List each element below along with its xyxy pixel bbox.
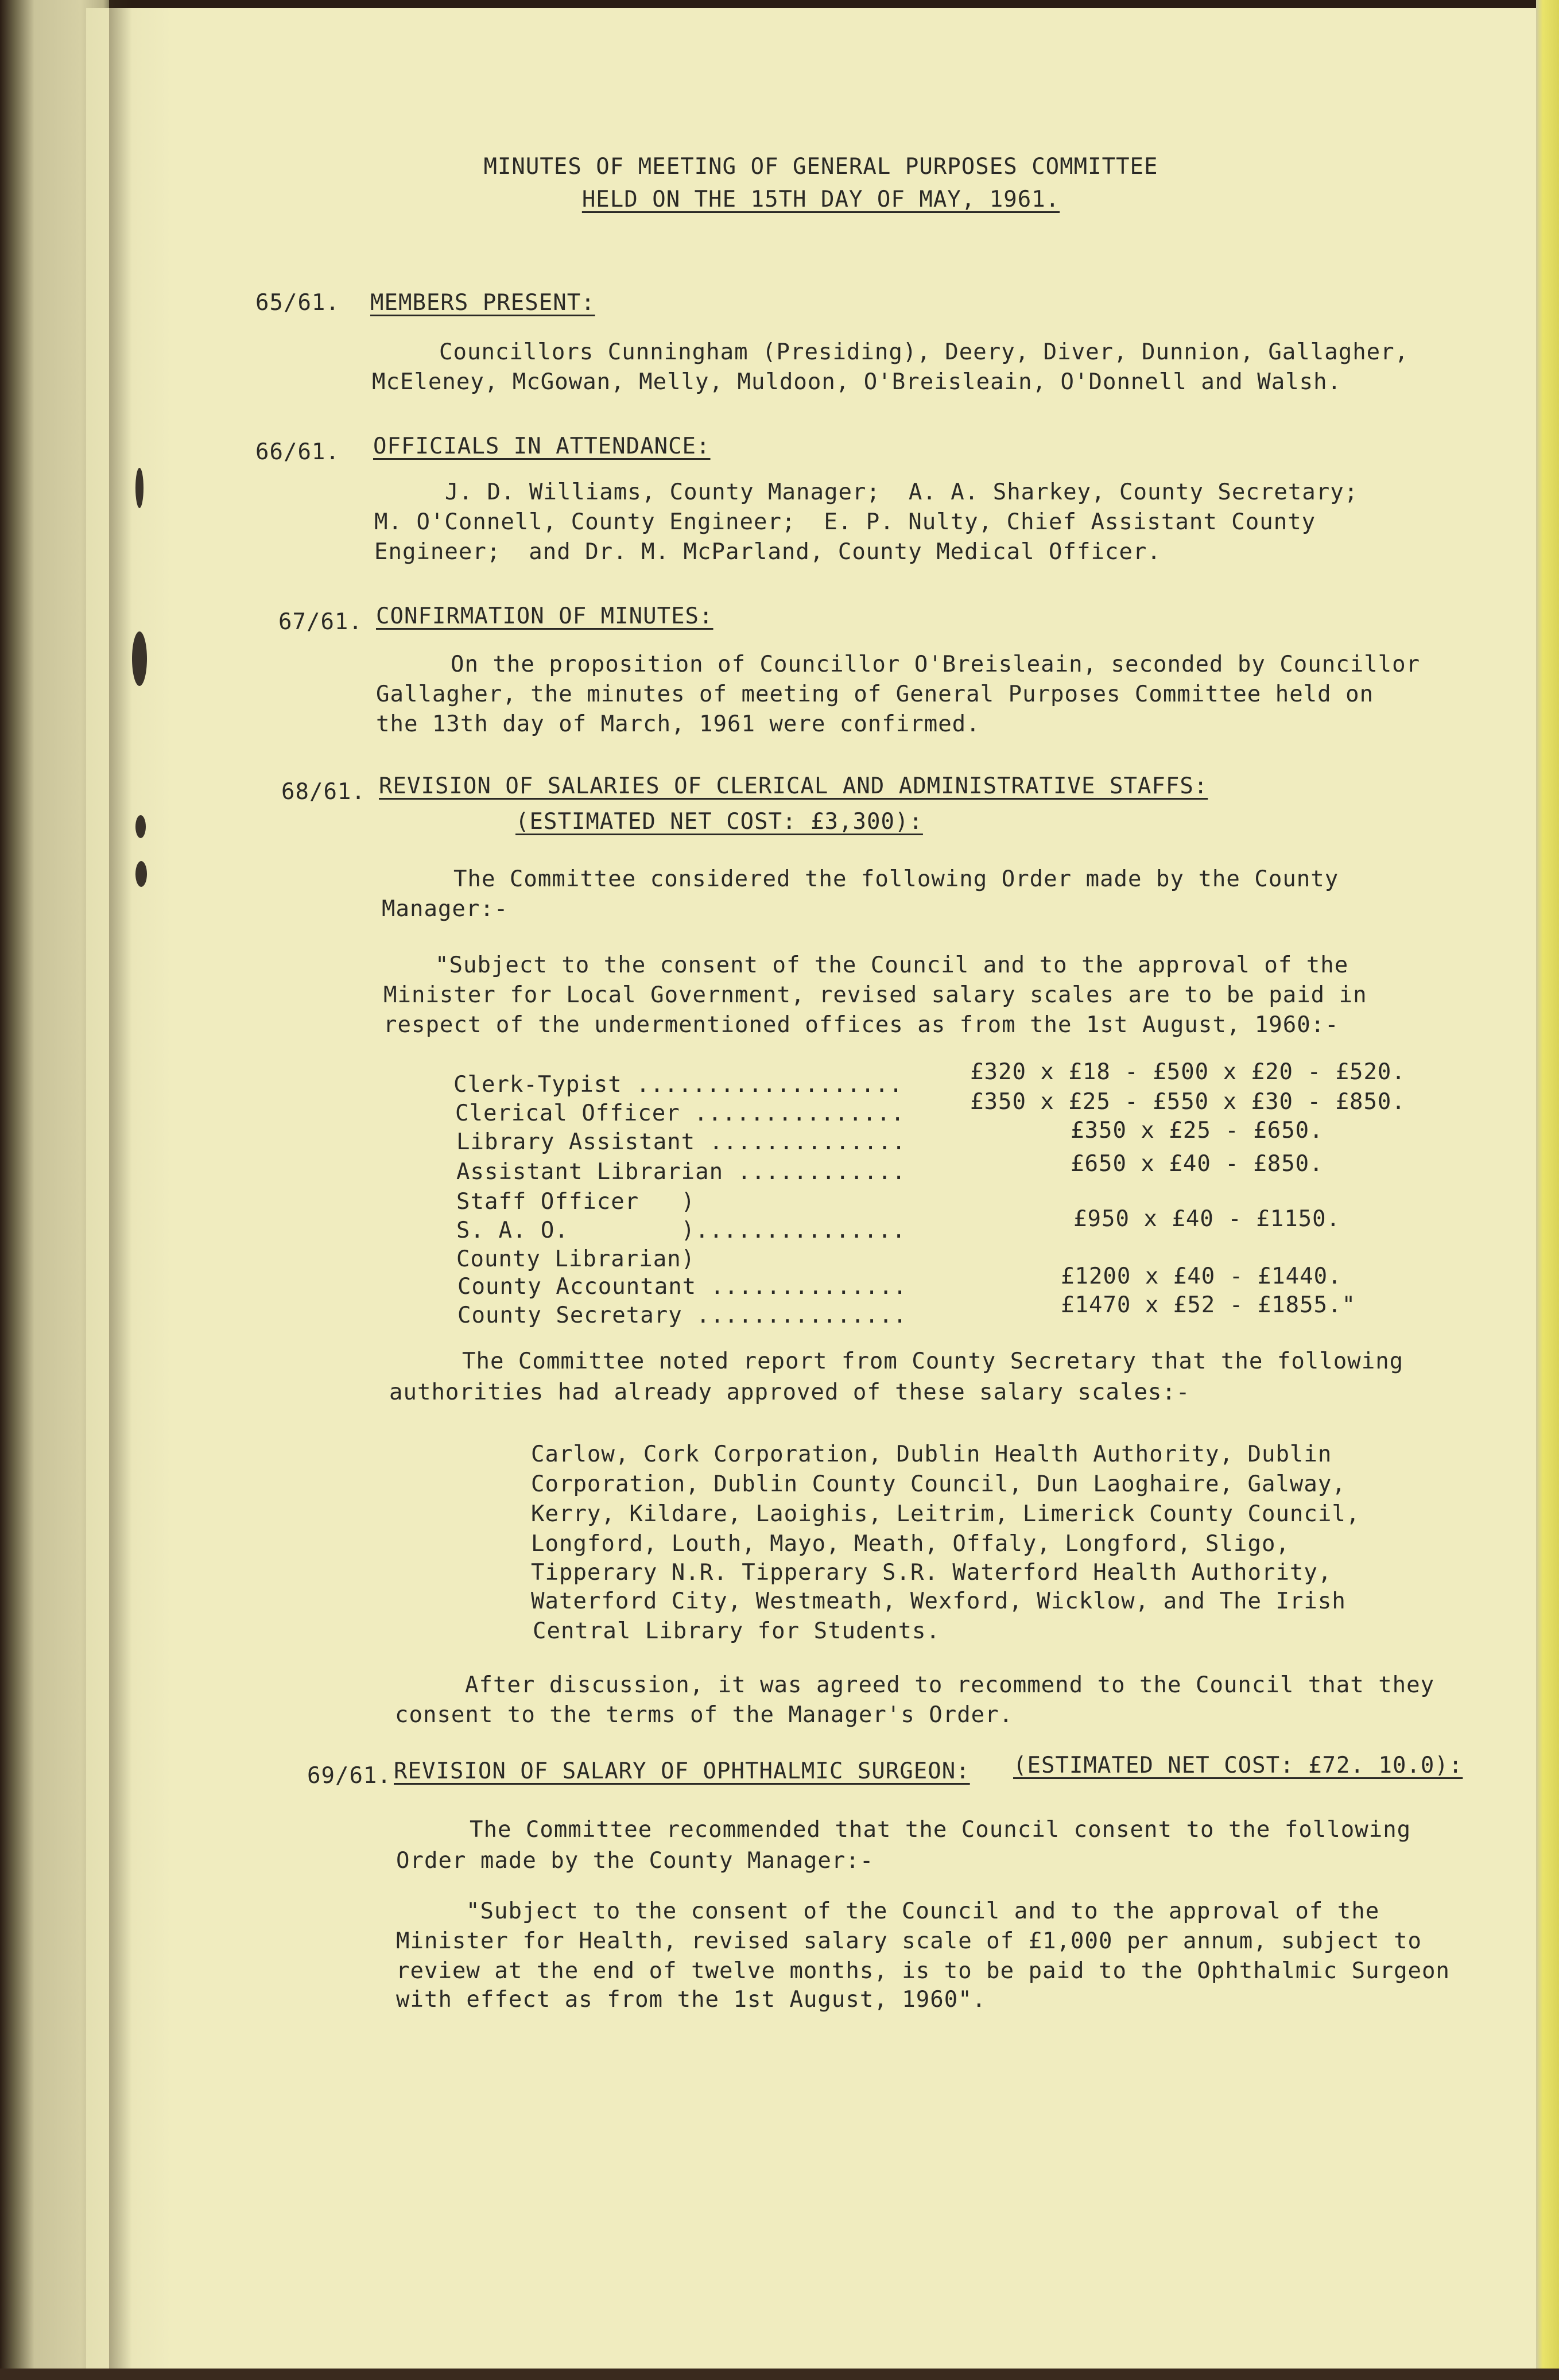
order-text-line: Minister for Local Government, revised salary scales are to be paid in bbox=[383, 982, 1367, 1008]
order-text-line: review at the end of twelve months, is to be paid to the Ophthalmic Surgeon bbox=[396, 1958, 1450, 1984]
salary-office: Staff Officer ) bbox=[456, 1189, 696, 1215]
item-cost: (ESTIMATED NET COST: £72. 10.0): bbox=[1013, 1753, 1463, 1778]
item-title: OFFICIALS IN ATTENDANCE: bbox=[373, 433, 711, 459]
authorities-line: Corporation, Dublin County Council, Dun Laoghaire, Galway, bbox=[531, 1471, 1346, 1497]
salary-office: Assistant Librarian ............ bbox=[456, 1159, 906, 1185]
order-text-line: "Subject to the consent of the Council and to the approval of the bbox=[435, 952, 1349, 978]
item-title: MEMBERS PRESENT: bbox=[370, 290, 595, 316]
ink-stain bbox=[135, 815, 146, 838]
item-number: 67/61. bbox=[278, 609, 363, 635]
minutes-heading-line1: MINUTES OF MEETING OF GENERAL PURPOSES COMMITTEE bbox=[483, 154, 1158, 180]
item-text-line: McEleney, McGowan, Melly, Muldoon, O'Breisleain, O'Donnell and Walsh. bbox=[372, 369, 1342, 395]
item-title: REVISION OF SALARY OF OPHTHALMIC SURGEON: bbox=[394, 1758, 970, 1784]
salary-office: Library Assistant .............. bbox=[456, 1129, 906, 1155]
authorities-line: Waterford City, Westmeath, Wexford, Wicklow, and The Irish bbox=[531, 1588, 1346, 1614]
item-text-line: On the proposition of Councillor O'Breisleain, seconded by Councillor bbox=[451, 652, 1421, 677]
item-text-line: J. D. Williams, County Manager; A. A. Sharkey, County Secretary; bbox=[445, 479, 1359, 505]
salary-scale: £650 x £40 - £850. bbox=[1071, 1151, 1324, 1177]
ink-stain bbox=[132, 631, 147, 686]
ink-stain bbox=[135, 861, 147, 887]
item-text-line: M. O'Connell, County Engineer; E. P. Nulty, Chief Assistant County bbox=[374, 509, 1316, 535]
salary-office: County Librarian) bbox=[456, 1246, 696, 1272]
order-text-line: respect of the undermentioned offices as from the 1st August, 1960:- bbox=[383, 1012, 1339, 1038]
salary-office: Clerical Officer ............... bbox=[455, 1100, 905, 1126]
item-text-line: Councillors Cunningham (Presiding), Deery, Diver, Dunnion, Gallagher, bbox=[439, 339, 1409, 365]
salary-scale: £350 x £25 - £550 x £30 - £850. bbox=[970, 1089, 1406, 1115]
item-text-line: Manager:- bbox=[382, 896, 509, 922]
item-text-line: the 13th day of March, 1961 were confirmed. bbox=[376, 711, 980, 737]
authorities-line: Kerry, Kildare, Laoighis, Leitrim, Limerick County Council, bbox=[531, 1501, 1360, 1527]
authorities-line: Longford, Louth, Mayo, Meath, Offaly, Longford, Sligo, bbox=[531, 1531, 1290, 1557]
item-text-line: The Committee noted report from County Secretary that the following bbox=[462, 1348, 1404, 1374]
item-text-line: Gallagher, the minutes of meeting of General Purposes Committee held on bbox=[376, 681, 1374, 707]
ink-stain bbox=[135, 468, 144, 508]
salary-office: Clerk-Typist ................... bbox=[453, 1072, 903, 1098]
salary-office: S. A. O. )............... bbox=[456, 1218, 906, 1243]
order-text-line: with effect as from the 1st August, 1960". bbox=[396, 1987, 987, 2013]
salary-office: County Secretary ............... bbox=[457, 1303, 908, 1328]
salary-office: County Accountant .............. bbox=[457, 1274, 908, 1300]
salary-scale: £1470 x £52 - £1855." bbox=[1061, 1292, 1356, 1318]
item-text-line: authorities had already approved of these salary scales:- bbox=[389, 1379, 1190, 1405]
salary-scale: £1200 x £40 - £1440. bbox=[1061, 1263, 1342, 1289]
page-bottom-edge bbox=[0, 2369, 1559, 2380]
item-number: 65/61. bbox=[255, 290, 340, 316]
order-text-line: Minister for Health, revised salary scale of £1,000 per annum, subject to bbox=[396, 1928, 1422, 1954]
authorities-line: Central Library for Students. bbox=[533, 1618, 940, 1644]
authorities-line: Carlow, Cork Corporation, Dublin Health Authority, Dublin bbox=[531, 1441, 1332, 1467]
item-text-line: Engineer; and Dr. M. McParland, County Medical Officer. bbox=[374, 539, 1161, 565]
minutes-heading-line2: HELD ON THE 15TH DAY OF MAY, 1961. bbox=[581, 187, 1060, 212]
item-cost: (ESTIMATED NET COST: £3,300): bbox=[515, 809, 923, 835]
spine-shadow bbox=[109, 0, 132, 2380]
page-right-edge bbox=[1536, 0, 1559, 2380]
item-text-line: Order made by the County Manager:- bbox=[396, 1848, 874, 1874]
item-title: CONFIRMATION OF MINUTES: bbox=[376, 603, 713, 629]
item-text-line: consent to the terms of the Manager's Order. bbox=[395, 1702, 1014, 1728]
order-text-line: "Subject to the consent of the Council and to the approval of the bbox=[466, 1898, 1380, 1924]
salary-scale: £950 x £40 - £1150. bbox=[1073, 1206, 1341, 1232]
authorities-line: Tipperary N.R. Tipperary S.R. Waterford Health Authority, bbox=[531, 1560, 1332, 1586]
salary-scale: £350 x £25 - £650. bbox=[1071, 1118, 1324, 1144]
item-number: 69/61. bbox=[307, 1763, 391, 1789]
item-text-line: The Committee recommended that the Council consent to the following bbox=[470, 1817, 1411, 1843]
item-title: REVISION OF SALARIES OF CLERICAL AND ADMINISTRATIVE STAFFS: bbox=[379, 773, 1208, 799]
item-text-line: The Committee considered the following Order made by the County bbox=[453, 866, 1339, 892]
item-text-line: After discussion, it was agreed to recommend to the Council that they bbox=[465, 1672, 1435, 1698]
salary-scale: £320 x £18 - £500 x £20 - £520. bbox=[970, 1059, 1406, 1085]
item-number: 68/61. bbox=[281, 779, 366, 805]
item-number: 66/61. bbox=[255, 439, 340, 465]
